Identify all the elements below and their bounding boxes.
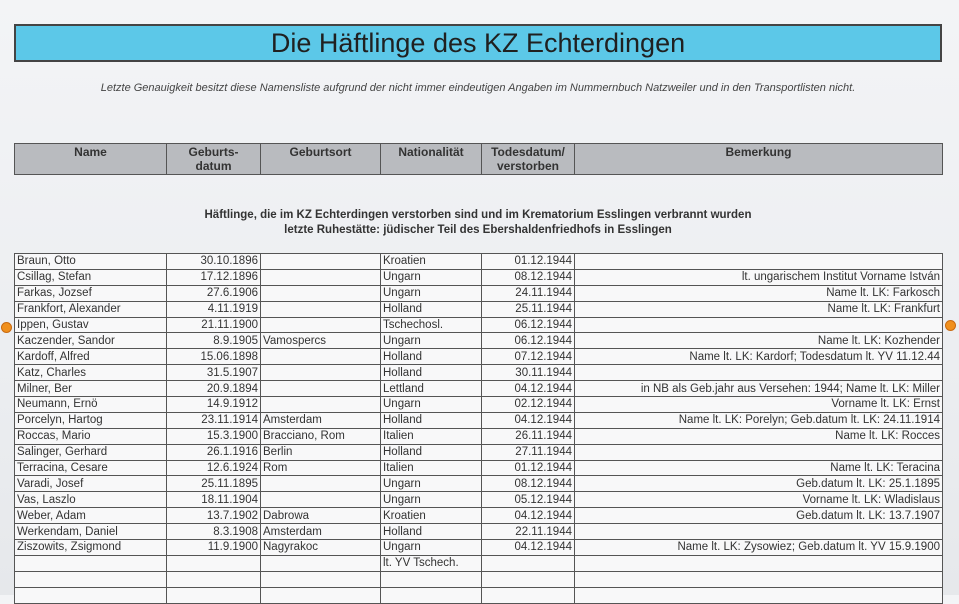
cell-name: Terracina, Cesare [15,460,167,476]
cell-tod: 04.12.1944 [482,540,575,556]
cell-bem: Name lt. LK: Kozhender [575,333,943,349]
table-row [15,492,943,508]
table-row [15,476,943,492]
table-row [15,269,943,285]
cell-nat: Holland [381,412,482,428]
table-row [15,412,943,428]
cell-geb [167,571,261,587]
cell-geb: 12.6.1924 [167,460,261,476]
cell-bem: Name lt. LK: Teracina [575,460,943,476]
table-row [15,349,943,365]
col-nationalitaet: Nationalität [381,144,482,175]
cell-name: Weber, Adam [15,508,167,524]
cell-ort [261,397,381,413]
cell-name: Braun, Otto [15,254,167,270]
cell-geb: 15.3.1900 [167,428,261,444]
cell-nat: Lettland [381,381,482,397]
cell-tod: 24.11.1944 [482,285,575,301]
table-row [15,571,943,587]
cell-bem: Name lt. LK: Frankfurt [575,301,943,317]
cell-tod: 27.11.1944 [482,444,575,460]
col-todesdatum: Todesdatum/ verstorben [482,144,575,175]
cell-tod: 25.11.1944 [482,301,575,317]
cell-bem [575,444,943,460]
cell-bem: Vorname lt. LK: Wladislaus [575,492,943,508]
cell-ort [261,381,381,397]
cell-geb: 17.12.1896 [167,269,261,285]
cell-bem [575,254,943,270]
table-row [15,333,943,349]
cell-tod: 08.12.1944 [482,269,575,285]
cell-nat: Ungarn [381,476,482,492]
cell-nat: lt. YV Tschech. [381,555,482,571]
page-title: Die Häftlinge des KZ Echterdingen [270,27,686,58]
cell-nat: Holland [381,444,482,460]
cell-bem: Geb.datum lt. LK: 25.1.1895 [575,476,943,492]
cell-nat [381,571,482,587]
cell-ort: Berlin [261,444,381,460]
cell-ort [261,269,381,285]
cell-geb [167,555,261,571]
cell-name: Farkas, Jozsef [15,285,167,301]
col-geburtsdatum: Geburts- datum [167,144,261,175]
cell-geb: 23.11.1914 [167,412,261,428]
cell-name: Ziszowits, Zsigmond [15,540,167,556]
table-row [15,444,943,460]
cell-geb [167,587,261,603]
cell-name: Katz, Charles [15,365,167,381]
col-geburtsort: Geburtsort [261,144,381,175]
cell-bem: Name lt. LK: Porelyn; Geb.datum lt. LK: 24.11.1914 [575,412,943,428]
cell-ort [261,317,381,333]
cell-nat: Holland [381,365,482,381]
cell-bem: Name lt. LK: Zysowiez; Geb.datum lt. YV 15.9.1900 [575,540,943,556]
cell-nat: Italien [381,460,482,476]
cell-geb: 13.7.1902 [167,508,261,524]
prisoner-table [14,253,943,604]
cell-bem [575,317,943,333]
cell-nat [381,587,482,603]
table-row [15,397,943,413]
cell-geb: 30.10.1896 [167,254,261,270]
cell-bem [575,571,943,587]
cell-name: Neumann, Ernö [15,397,167,413]
cell-name [15,571,167,587]
cell-name: Csillag, Stefan [15,269,167,285]
table-row [15,254,943,270]
table-row [15,460,943,476]
cell-tod [482,555,575,571]
title-banner [14,24,942,62]
cell-geb: 14.9.1912 [167,397,261,413]
cell-tod: 04.12.1944 [482,381,575,397]
column-header-table [14,143,943,175]
cell-name: Salinger, Gerhard [15,444,167,460]
cell-geb: 21.11.1900 [167,317,261,333]
cell-bem: Name lt. LK: Rocces [575,428,943,444]
cell-geb: 20.9.1894 [167,381,261,397]
cell-nat: Holland [381,349,482,365]
cell-ort [261,301,381,317]
col-name: Name [15,144,167,175]
cell-geb: 15.06.1898 [167,349,261,365]
cell-nat: Ungarn [381,269,482,285]
cell-name: Porcelyn, Hartog [15,412,167,428]
table-row [15,301,943,317]
cell-geb: 25.11.1895 [167,476,261,492]
accuracy-note: Letzte Genauigkeit besitzt diese Namensliste aufgrund der nicht immer eindeutigen Angaben im Nummernbuch Natzweiler und in den Transportlisten nicht. [100,82,856,94]
cell-tod: 04.12.1944 [482,412,575,428]
cell-nat: Kroatien [381,254,482,270]
cell-geb: 8.9.1905 [167,333,261,349]
cell-bem [575,587,943,603]
cell-bem: Geb.datum lt. LK: 13.7.1907 [575,508,943,524]
cell-ort [261,476,381,492]
cell-geb: 18.11.1904 [167,492,261,508]
cell-tod: 06.12.1944 [482,333,575,349]
cell-name: Frankfort, Alexander [15,301,167,317]
right-marker-dot [945,320,956,331]
cell-tod: 06.12.1944 [482,317,575,333]
cell-tod [482,571,575,587]
cell-bem: in NB als Geb.jahr aus Versehen: 1944; Name lt. LK: Miller [575,381,943,397]
cell-ort: Nagyrakoc [261,540,381,556]
cell-tod [482,587,575,603]
cell-bem: Name lt. LK: Farkosch [575,285,943,301]
cell-ort: Amsterdam [261,412,381,428]
cell-nat: Ungarn [381,397,482,413]
cell-bem: Name lt. LK: Kardorf; Todesdatum lt. YV 11.12.44 [575,349,943,365]
cell-nat: Ungarn [381,333,482,349]
cell-name: Milner, Ber [15,381,167,397]
cell-tod: 04.12.1944 [482,508,575,524]
cell-bem: lt. ungarischem Institut Vorname István [575,269,943,285]
cell-geb: 26.1.1916 [167,444,261,460]
cell-bem [575,524,943,540]
col-bemerkung: Bemerkung [575,144,943,175]
cell-ort [261,587,381,603]
cell-nat: Holland [381,524,482,540]
cell-tod: 08.12.1944 [482,476,575,492]
cell-ort: Dabrowa [261,508,381,524]
table-row [15,540,943,556]
cell-nat: Holland [381,301,482,317]
cell-tod: 05.12.1944 [482,492,575,508]
table-row [15,428,943,444]
cell-name: Roccas, Mario [15,428,167,444]
table-row [15,508,943,524]
cell-ort: Amsterdam [261,524,381,540]
cell-geb: 11.9.1900 [167,540,261,556]
table-row [15,285,943,301]
cell-name: Vas, Laszlo [15,492,167,508]
table-row [15,555,943,571]
table-row [15,381,943,397]
cell-ort [261,492,381,508]
cell-nat: Ungarn [381,540,482,556]
cell-bem [575,365,943,381]
cell-ort [261,285,381,301]
cell-bem: Vorname lt. LK: Ernst [575,397,943,413]
cell-nat: Italien [381,428,482,444]
cell-tod: 02.12.1944 [482,397,575,413]
table-row [15,587,943,603]
cell-tod: 01.12.1944 [482,254,575,270]
cell-geb: 8.3.1908 [167,524,261,540]
cell-tod: 07.12.1944 [482,349,575,365]
left-marker-dot [1,322,12,333]
cell-name: Varadi, Josef [15,476,167,492]
cell-name [15,555,167,571]
cell-geb: 27.6.1906 [167,285,261,301]
cell-geb: 4.11.1919 [167,301,261,317]
cell-nat: Ungarn [381,285,482,301]
cell-tod: 26.11.1944 [482,428,575,444]
cell-ort [261,365,381,381]
cell-name: Kardoff, Alfred [15,349,167,365]
cell-ort [261,349,381,365]
cell-nat: Tschechosl. [381,317,482,333]
cell-name: Werkendam, Daniel [15,524,167,540]
table-row [15,317,943,333]
cell-ort: Rom [261,460,381,476]
cell-tod: 01.12.1944 [482,460,575,476]
cell-tod: 30.11.1944 [482,365,575,381]
cell-ort: Bracciano, Rom [261,428,381,444]
section-subtitle: Häftlinge, die im KZ Echterdingen verstorben sind und im Krematorium Esslingen verbrannt wurden letzte Ruhestätte: jüdischer Teil des Ebershaldenfriedhofs in Esslingen [204,209,752,236]
cell-bem [575,555,943,571]
cell-name: Kaczender, Sandor [15,333,167,349]
cell-ort [261,571,381,587]
cell-nat: Kroatien [381,508,482,524]
table-row [15,365,943,381]
cell-ort [261,254,381,270]
cell-nat: Ungarn [381,492,482,508]
cell-ort [261,555,381,571]
cell-ort: Vamospercs [261,333,381,349]
cell-tod: 22.11.1944 [482,524,575,540]
cell-geb: 31.5.1907 [167,365,261,381]
table-row [15,524,943,540]
cell-name: Ippen, Gustav [15,317,167,333]
cell-name [15,587,167,603]
